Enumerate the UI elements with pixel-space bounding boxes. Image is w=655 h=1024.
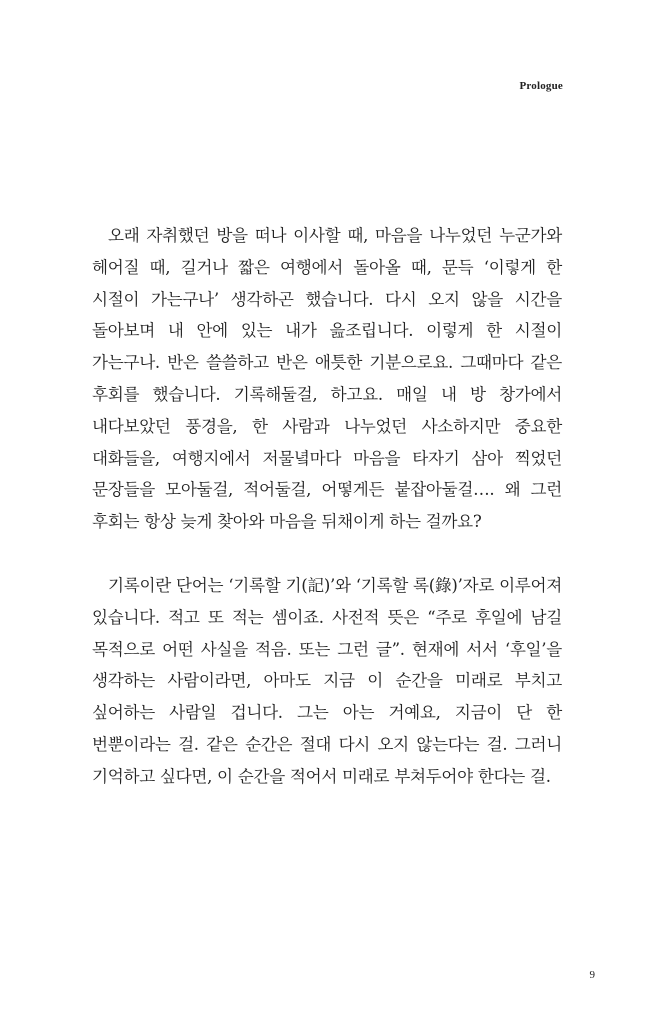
body-text (92, 220, 562, 793)
paragraph-2: 기록이란 단어는 ‘기록할 기(記)’와 ‘기록할 록(錄)’자로 이루어져 있습니다. 적고 또 적는 셈이죠. 사전적 뜻은 “주로 후일에 남길 목적으로 어떤 사실을 적음. 또는 그런 글”. 현재에 서서 ‘후일’을 생각하는 사람이라면, 아마도 지금 이 순간을 미래로 부치고 싶어하는 사람일 겁니다. 그는 아는 거예요, 지금이 단 한 번뿐이라는 걸. 같은 순간은 절대 다시 오지 않는다는 걸. 그러니 기억하고 싶다면, 이 순간을 적어서 미래로 부쳐두어야 한다는 걸. (92, 575, 562, 786)
page-number: 9 (589, 969, 595, 981)
running-header: Prologue (519, 80, 563, 92)
paragraph-1: 오래 자취했던 방을 떠나 이사할 때, 마음을 나누었던 누군가와 헤어질 때, 길거나 짧은 여행에서 돌아올 때, 문득 ‘이렇게 한 시절이 가는구나’ 생각하곤 했습니다. 다시 오지 않을 시간을 돌아보며 내 안에 있는 내가 읊조립니다. 이렇게 한 시절이 가는구나. 반은 쓸쓸하고 반은 애틋한 기분으로요. 그때마다 같은 후회를 했습니다. 기록해둘걸, 하고요. 매일 내 방 창가에서 내다보았던 풍경을, 한 사람과 나누었던 사소하지만 중요한 대화들을, 여행지에서 저물녘마다 마음을 타자기 삼아 찍었던 문장들을 모아둘걸, 적어둘걸, 어떻게든 붙잡아둘걸…. 왜 그런 후회는 항상 늦게 찾아와 마음을 뒤채이게 하는 걸까요? (92, 226, 562, 532)
